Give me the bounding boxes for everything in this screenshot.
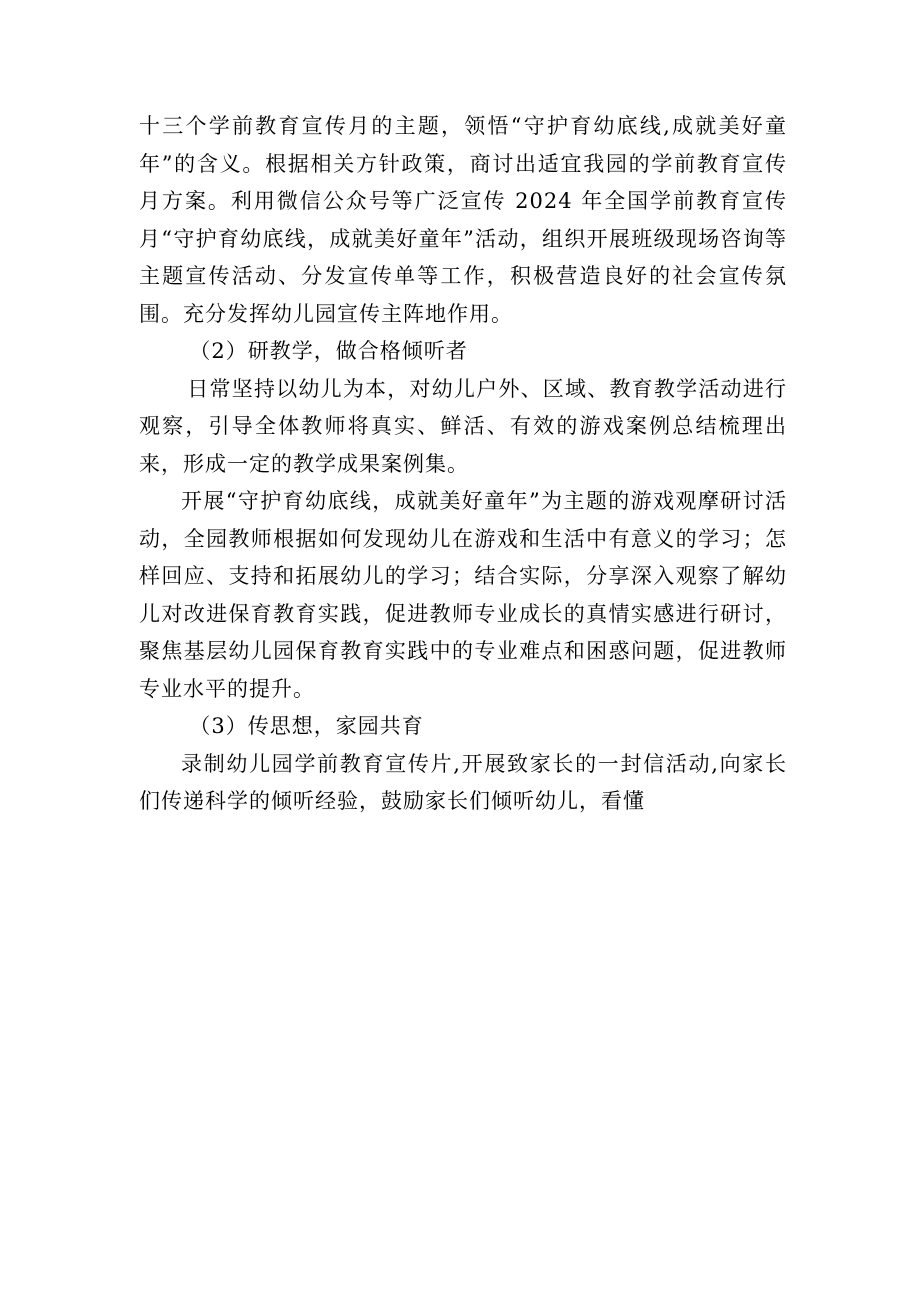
paragraph-2: 日常坚持以幼儿为本，对幼儿户外、区域、教育教学活动进行观察，引导全体教师将真实、鲜活、有效的游戏案例总结梳理出来，形成一定的教学成果案例集。 [139,376,787,476]
paragraph-1: 十三个学前教育宣传月的主题，领悟“守护育幼底线,成就美好童年”的含义。根据相关方针政策，商讨出适宜我园的学前教育宣传月方案。利用微信公众号等广泛宣传 2024 年全国学前教育宣传月“守护育幼底线，成就美好童年”活动，组织开展班级现场咨询等主题宣传活动、分发宣传单等工作，积极营造良好的社会宣传氛围。充分发挥幼儿园宣传主阵地作用。 [139,114,787,326]
section-heading-3: （3）传思想，家园共育 [189,714,424,738]
section-heading-2: （2）研教学，做合格倾听者 [189,339,468,363]
paragraph-4: 录制幼儿园学前教育宣传片,开展致家长的一封信活动,向家长们传递科学的倾听经验，鼓励家长们倾听幼儿，看懂 [139,751,787,813]
document-body [139,108,787,821]
paragraph-3: 开展“守护育幼底线，成就美好童年”为主题的游戏观摩研讨活动，全园教师根据如何发现幼儿在游戏和生活中有意义的学习；怎样回应、支持和拓展幼儿的学习；结合实际，分享深入观察了解幼儿对改进保育教育实践，促进教师专业成长的真情实感进行研讨，聚焦基层幼儿园保育教育实践中的专业难点和困惑问题，促进教师专业水平的提升。 [139,489,787,701]
